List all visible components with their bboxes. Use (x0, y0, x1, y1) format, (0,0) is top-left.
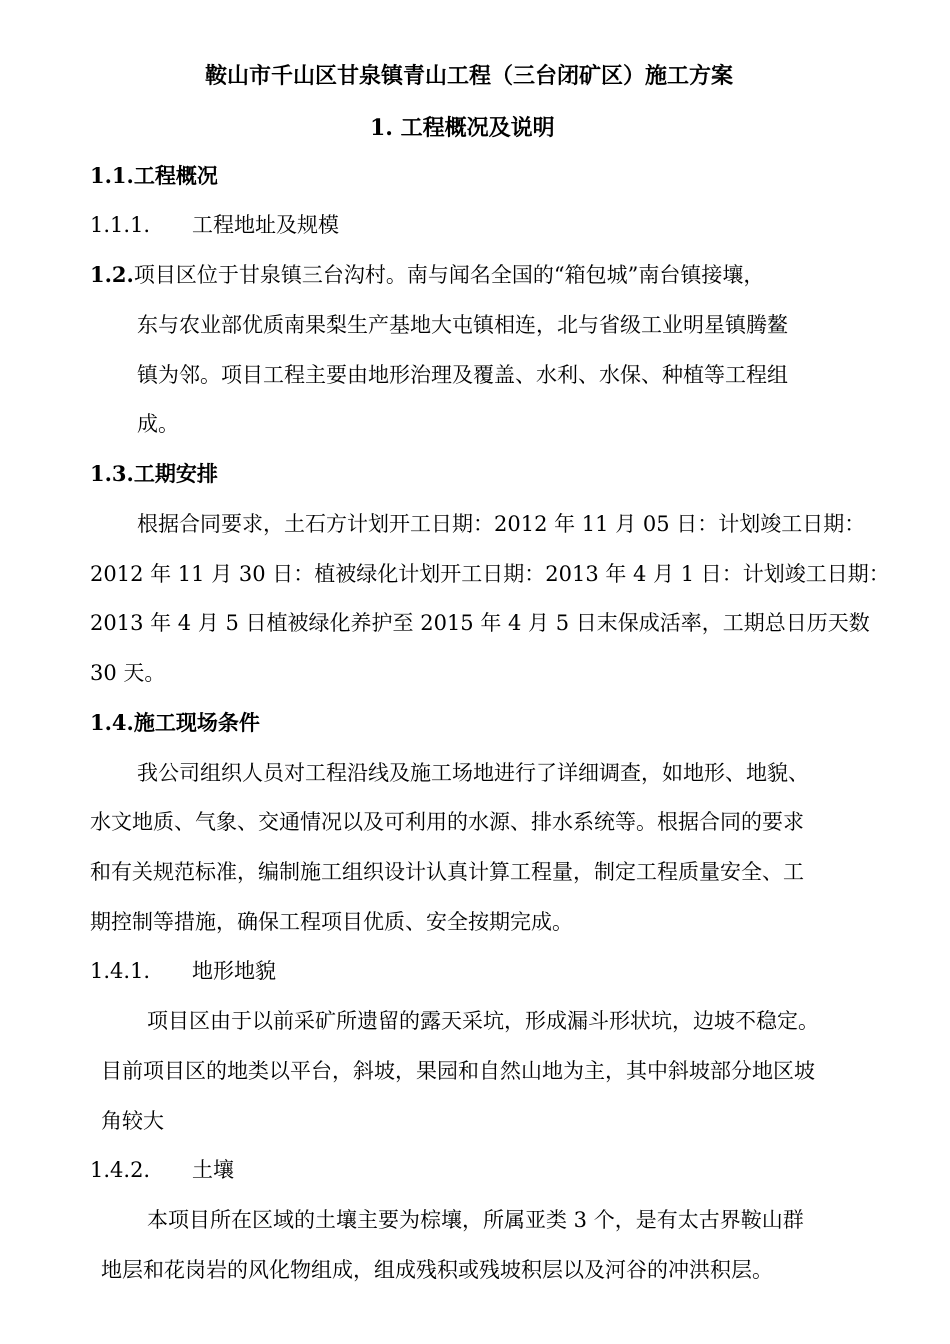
paragraph-line: 2013 年 4 月 5 日植被绿化养护至 2015 年 4 月 5 日末保成活率，工期总日历天数 (90, 611, 870, 635)
paragraph-line: 项目区位于甘泉镇三台沟村。南与闻名全国的“箱包城”南台镇接壤， (133, 263, 765, 287)
section-1-4-2-heading (90, 1156, 234, 1184)
document-title: 鞍山市千山区甘泉镇青山工程（三台闭矿区）施工方案 (205, 63, 734, 89)
paragraph-line: 项目区由于以前采矿所遗留的露天采坑，形成漏斗形状坑，边坡不稳定。 (147, 1009, 819, 1033)
section-1-1-1-heading (90, 211, 339, 239)
section-title: 工期安排 (133, 461, 218, 486)
paragraph-line: 角较大 (101, 1109, 164, 1133)
section-number: 1.2. (90, 262, 134, 287)
paragraph-line: 本项目所在区域的土壤主要为棕壤，所属亚类 3 个，是有太古界鞍山群 (147, 1208, 804, 1232)
paragraph-line: 东与农业部优质南果梨生产基地大屯镇相连，北与省级工业明星镇腾鳌 (137, 313, 788, 337)
paragraph-line: 根据合同要求，土石方计划开工日期：2012 年 11 月 05 日：计划竣工日期： (137, 512, 866, 536)
section-number: 1.1.1. (90, 213, 151, 237)
chapter-heading: 1. 工程概况及说明 (370, 115, 555, 141)
paragraph-line: 水文地质、气象、交通情况以及可利用的水源、排水系统等。根据合同的要求 (90, 810, 804, 834)
paragraph-line: 地层和花岗岩的风化物组成，组成残积或残坡积层以及河谷的冲洪积层。 (101, 1258, 773, 1282)
paragraph-line: 成。 (137, 412, 179, 436)
section-number: 1.4.1. (90, 959, 151, 983)
section-number: 1.4.2. (90, 1158, 151, 1182)
paragraph-line: 我公司组织人员对工程沿线及施工场地进行了详细调查，如地形、地貌、 (137, 761, 809, 785)
paragraph-line: 30 天。 (90, 661, 166, 685)
section-title: 施工现场条件 (133, 710, 260, 735)
paragraph-line: 目前项目区的地类以平台，斜坡，果园和自然山地为主，其中斜坡部分地区坡 (101, 1059, 815, 1083)
paragraph-line: 和有关规范标准，编制施工组织设计认真计算工程量，制定工程质量安全、工 (90, 860, 804, 884)
section-1-1-heading (90, 162, 218, 190)
section-title: 土壤 (192, 1158, 234, 1182)
section-1-2-line-1 (90, 261, 764, 289)
section-1-4-heading (90, 709, 260, 737)
section-title: 工程地址及规模 (192, 213, 339, 237)
paragraph-line: 2012 年 11 月 30 日：植被绿化计划开工日期：2013 年 4 月 1 日：计划竣工日期： (90, 562, 890, 586)
section-title: 地形地貌 (192, 959, 276, 983)
section-number: 1.4. (90, 710, 134, 735)
section-1-3-heading (90, 460, 218, 488)
section-1-4-1-heading (90, 957, 276, 985)
section-title: 工程概况 (133, 163, 218, 188)
paragraph-line: 期控制等措施，确保工程项目优质、安全按期完成。 (90, 910, 573, 934)
section-number: 1.3. (90, 461, 134, 486)
paragraph-line: 镇为邻。项目工程主要由地形治理及覆盖、水利、水保、种植等工程组 (137, 363, 788, 387)
section-number: 1.1. (90, 163, 134, 188)
